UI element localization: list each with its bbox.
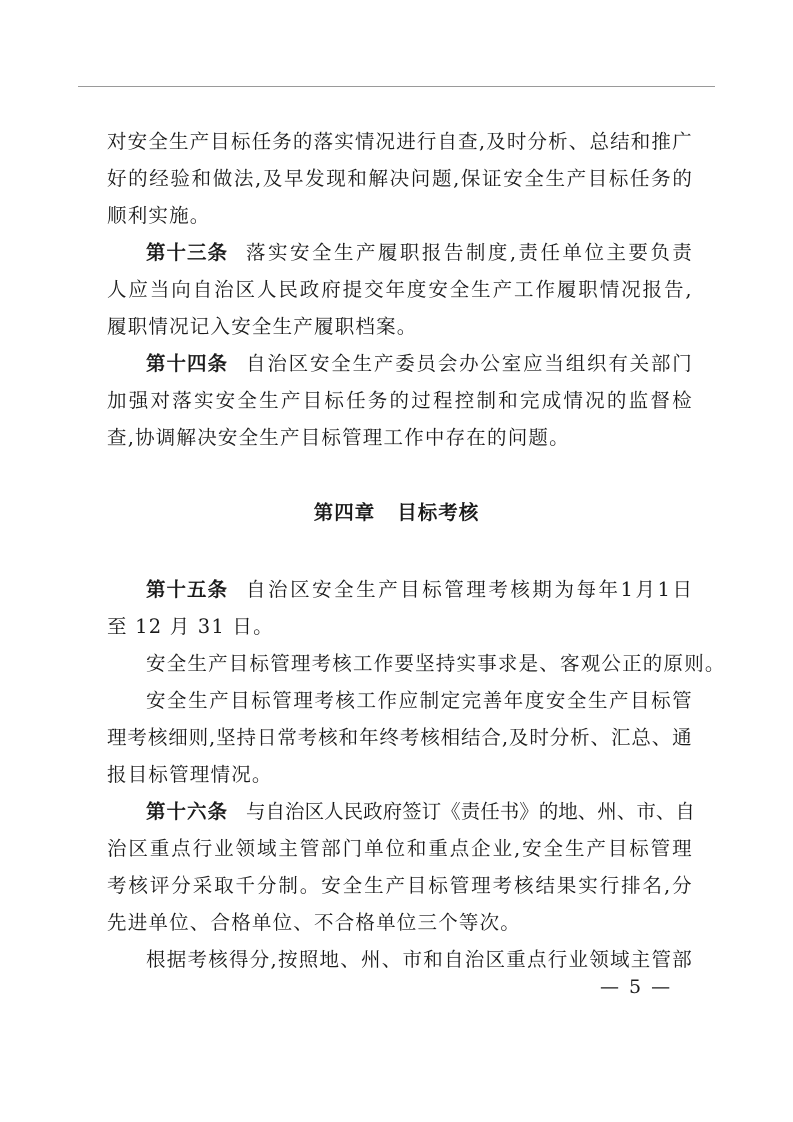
text-line bbox=[107, 123, 692, 160]
line-text: 落 实 安 全 生 产 履 职 报 告 制 度 , 责 任 单 位 主 要 负 责 bbox=[246, 241, 692, 264]
text-line bbox=[107, 571, 692, 608]
text-line bbox=[107, 793, 695, 830]
text-line bbox=[107, 271, 692, 308]
line-text: 安全生产目标管理考核工作要坚持实事求是、客观公正的原则。 bbox=[146, 652, 726, 675]
line-text: 考 核 评 分 采 取 千 分 制 。 安 全 生 产 目 标 管 理 考 核 结 果 实 行 排 名 , 分 bbox=[107, 874, 692, 897]
chapter-title: 目标考核 bbox=[397, 501, 480, 524]
article-label: 第十五条 bbox=[146, 578, 229, 601]
line-text: 报目标管理情况。 bbox=[107, 763, 273, 786]
line-text: 加 强 对 落 实 安 全 生 产 目 标 任 务 的 过 程 控 制 和 完 成 情 况 的 监 督 检 bbox=[107, 389, 692, 412]
text-line bbox=[107, 160, 692, 197]
line-text: 自 治 区 安 全 生 产 委 员 会 办 公 室 应 当 组 织 有 关 部 门 bbox=[246, 352, 692, 375]
article-label: 第十六条 bbox=[146, 800, 229, 823]
text-line bbox=[107, 719, 692, 756]
text-line bbox=[107, 608, 692, 645]
line-text: 好 的 经 验 和 做 法 , 及 早 发 现 和 解 决 问 题 , 保 证 安 全 生 产 目 标 任 务 的 bbox=[107, 167, 692, 190]
text-line bbox=[107, 308, 692, 345]
body-text-block-2 bbox=[107, 571, 726, 978]
text-line bbox=[107, 756, 692, 793]
line-text: 根 据 考 核 得 分 , 按 照 地 、 州 、 市 和 自 治 区 重 点 行 业 领 域 主 管 部 bbox=[146, 948, 692, 971]
line-text: 先进单位、合格单位、不合格单位三个等次。 bbox=[107, 911, 522, 934]
line-text: 对 安 全 生 产 目 标 任 务 的 落 实 情 况 进 行 自 查 , 及 时 分 析 、 总 结 和 推 广 bbox=[107, 130, 692, 153]
line-text: 至 12 月 31 日。 bbox=[107, 615, 274, 638]
line-text: 安 全 生 产 目 标 管 理 考 核 工 作 应 制 定 完 善 年 度 安 全 生 产 目 标 管 bbox=[146, 689, 692, 712]
line-text: 顺利实施。 bbox=[107, 204, 211, 227]
page-number: — 5 — bbox=[600, 976, 673, 998]
text-line bbox=[107, 904, 692, 941]
text-line bbox=[107, 830, 692, 867]
header-rule bbox=[78, 86, 715, 87]
text-line bbox=[107, 645, 726, 682]
text-line bbox=[107, 197, 692, 234]
chapter-number: 第四章 bbox=[313, 501, 376, 524]
line-text: 履职情况记入安全生产履职档案。 bbox=[107, 315, 418, 338]
text-line bbox=[107, 234, 692, 271]
line-text: 与 自 治 区 人 民 政 府 签 订 《 责 任 书 》 的 地 、 州 、 市 、 自 bbox=[246, 800, 695, 823]
article-label: 第十四条 bbox=[146, 352, 229, 375]
line-text: 治 区 重 点 行 业 领 域 主 管 部 门 单 位 和 重 点 企 业 , 安 全 生 产 目 标 管 理 bbox=[107, 837, 692, 860]
text-line bbox=[107, 345, 692, 382]
line-text: 人 应 当 向 自 治 区 人 民 政 府 提 交 年 度 安 全 生 产 工 作 履 职 情 况 报 告 , bbox=[107, 278, 692, 301]
text-line bbox=[107, 682, 692, 719]
text-line bbox=[107, 867, 692, 904]
text-line bbox=[107, 941, 692, 978]
article-label: 第十三条 bbox=[146, 241, 229, 264]
chapter-heading bbox=[0, 497, 793, 525]
line-text: 查,协调解决安全生产目标管理工作中存在的问题。 bbox=[107, 426, 570, 449]
line-text: 自 治 区 安 全 生 产 目 标 管 理 考 核 期 为 每 年 1 月 1 日 bbox=[246, 578, 692, 601]
text-line bbox=[107, 382, 692, 419]
line-text: 理 考 核 细 则 , 坚 持 日 常 考 核 和 年 终 考 核 相 结 合 , 及 时 分 析 、 汇 总 、 通 bbox=[107, 726, 692, 749]
text-line bbox=[107, 419, 692, 456]
body-text-block-1 bbox=[107, 123, 692, 456]
